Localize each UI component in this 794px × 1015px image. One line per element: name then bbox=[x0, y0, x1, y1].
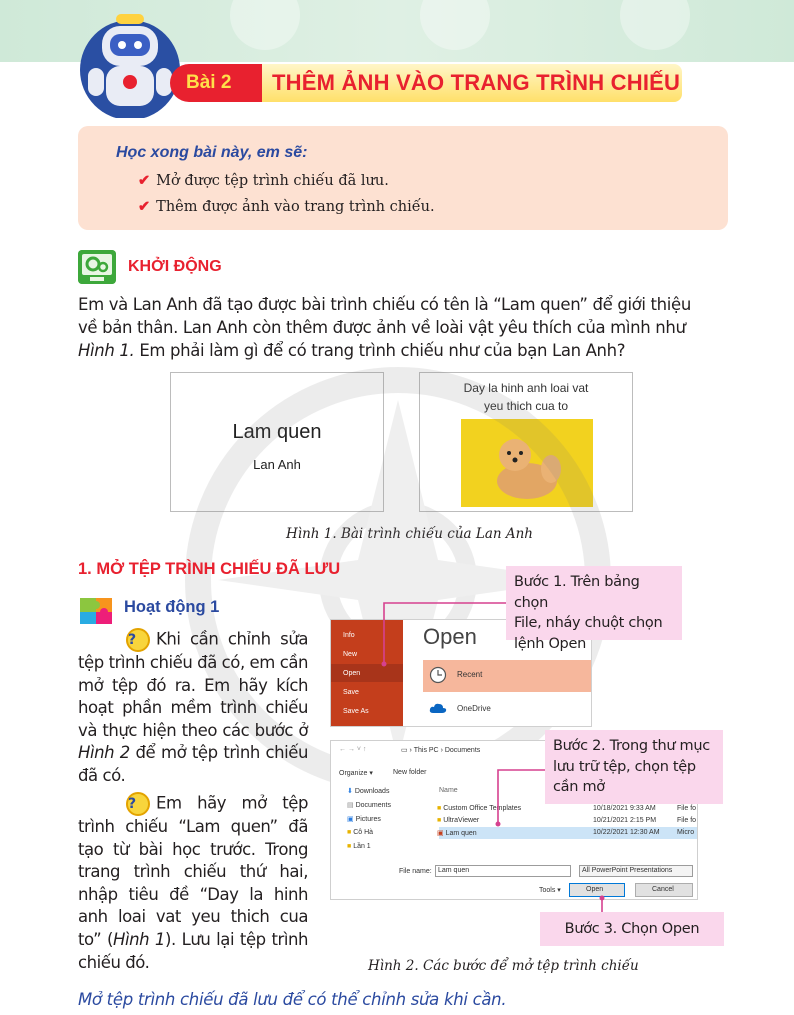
lesson-title: THÊM ẢNH VÀO TRANG TRÌNH CHIẾU bbox=[272, 70, 681, 95]
tools-button[interactable]: Tools ▾ bbox=[539, 887, 561, 894]
file-type: File fo bbox=[677, 805, 697, 812]
address-bar[interactable]: ▭ › This PC › Documents bbox=[401, 747, 481, 754]
picture-icon: ▣ bbox=[347, 816, 356, 823]
file-name-label: File name: bbox=[399, 868, 432, 875]
recent-label: Recent bbox=[457, 670, 483, 679]
callout-step-1: Bước 1. Trên bảng chọn File, nháy chuột chọn lệnh Open bbox=[506, 566, 682, 640]
question-1: ? Khi cần chỉnh sửa tệp trình chiếu đã có, em cần mở tệp đó ra. Em hãy kích hoạt phần mềm trình chiếu và thực hiện theo các bước ở Hình 2 để mở tệp trình chiếu đã có. bbox=[78, 629, 308, 785]
nav-arrows[interactable]: ← → ˅ ↑ bbox=[339, 746, 367, 753]
name-column-header[interactable]: Name bbox=[439, 787, 458, 794]
question-icon: ? bbox=[126, 792, 150, 816]
menu-save[interactable]: Save bbox=[343, 689, 359, 696]
callout-step-2: Bước 2. Trong thư mục lưu trữ tệp, chọn tệp cần mở bbox=[545, 730, 723, 804]
callout-3-connector bbox=[600, 896, 605, 913]
nav-documents[interactable]: ▤ Documents bbox=[347, 802, 391, 809]
file-date: 10/21/2021 2:15 PM bbox=[593, 817, 657, 824]
folder-icon: ■ bbox=[347, 843, 354, 850]
document-icon: ▤ bbox=[347, 802, 356, 809]
folder-icon: ■ bbox=[437, 805, 444, 812]
menu-save-as[interactable]: Save As bbox=[343, 708, 369, 715]
file-date: 10/18/2021 9:33 AM bbox=[593, 805, 656, 812]
section-1-title: 1. MỞ TỆP TRÌNH CHIẾU ĐÃ LƯU bbox=[78, 560, 341, 578]
organize-button[interactable]: Organize ▾ bbox=[339, 770, 373, 777]
folder-icon: ■ bbox=[347, 829, 354, 836]
file-type-select[interactable]: All PowerPoint Presentations bbox=[579, 865, 693, 877]
callout-step-3: Bước 3. Chọn Open bbox=[540, 912, 724, 946]
file-type: Micro bbox=[677, 829, 695, 836]
file-row-lam-quen[interactable]: ▣ Lam quen bbox=[437, 830, 477, 837]
summary-note: Mở tệp trình chiếu đã lưu để có thể chỉnh sửa khi cần. bbox=[78, 990, 507, 1009]
khoi-dong-title: KHỞI ĐỘNG bbox=[128, 258, 222, 275]
menu-open[interactable]: Open bbox=[343, 670, 361, 677]
slide1-title: Lam quen bbox=[232, 421, 322, 443]
question-icon: ? bbox=[126, 628, 150, 652]
onedrive-label[interactable]: OneDrive bbox=[457, 704, 491, 713]
nav-folder-lan-1[interactable]: ■ Lần 1 bbox=[347, 843, 371, 850]
powerpoint-file-icon: ▣ bbox=[437, 830, 446, 837]
slide2-text: Day la hinh anh loai vat yeu thich cua to bbox=[463, 381, 589, 413]
nav-folder-co-ha[interactable]: ■ Cô Hà bbox=[347, 829, 374, 836]
figure1-caption: Hình 1. Bài trình chiếu của Lan Anh bbox=[286, 526, 533, 542]
file-type: File fo bbox=[677, 817, 697, 824]
nav-downloads[interactable]: ⬇ Downloads bbox=[347, 788, 390, 795]
menu-new[interactable]: New bbox=[343, 651, 358, 658]
slide1-subtitle: Lan Anh bbox=[253, 457, 301, 472]
lesson-number-badge: Bài 2 bbox=[170, 64, 262, 102]
file-row[interactable]: ■ UltraViewer bbox=[437, 817, 480, 824]
open-pane-title: Open bbox=[423, 624, 477, 649]
intro-line-1: Em và Lan Anh đã tạo được bài trình chiếu có tên là “Lam quen” để giới thiệu bbox=[78, 295, 691, 314]
check-icon: ✔ bbox=[138, 198, 151, 215]
file-name-input[interactable]: Lam quen bbox=[435, 865, 571, 877]
file-date: 10/22/2021 12:30 AM bbox=[593, 829, 660, 836]
figure2-caption: Hình 2. Các bước để mở tệp trình chiếu bbox=[368, 958, 639, 974]
objective-item: ✔ Mở được tệp trình chiếu đã lưu. bbox=[138, 172, 389, 189]
callout-1-connector bbox=[382, 603, 507, 667]
open-button[interactable]: Open bbox=[569, 883, 625, 897]
activity-1-title: Hoạt động 1 bbox=[124, 598, 220, 616]
objectives-heading: Học xong bài này, em sẽ: bbox=[116, 144, 308, 161]
pc-path-icon: ▭ › bbox=[401, 747, 414, 754]
check-icon: ✔ bbox=[138, 172, 151, 189]
file-row[interactable]: ■ Custom Office Templates bbox=[437, 805, 522, 812]
cancel-button[interactable]: Cancel bbox=[635, 883, 693, 897]
menu-info[interactable]: Info bbox=[343, 632, 355, 639]
folder-icon: ■ bbox=[437, 817, 444, 824]
callout-2-connector bbox=[496, 770, 546, 827]
nav-pictures[interactable]: ▣ Pictures bbox=[347, 816, 381, 823]
intro-line-3: Hình 1. Em phải làm gì để có trang trình chiếu như của bạn Lan Anh? bbox=[78, 341, 626, 360]
new-folder-button[interactable]: New folder bbox=[393, 769, 427, 776]
download-icon: ⬇ bbox=[347, 788, 355, 795]
objective-item: ✔ Thêm được ảnh vào trang trình chiếu. bbox=[138, 198, 435, 215]
question-2: ? Em hãy mở tệp trình chiếu “Lam quen” đã tạo từ bài học trước. Trong trang trình chiếu thứ hai, nhập tiêu đề “Day la hinh anh loai vat yeu thich cua to” (Hình 1). Lưu lại tệp trình chiếu đó. bbox=[78, 793, 308, 972]
intro-line-2: về bản thân. Lan Anh còn thêm được ảnh về loài vật yêu thích của mình như bbox=[78, 318, 686, 337]
